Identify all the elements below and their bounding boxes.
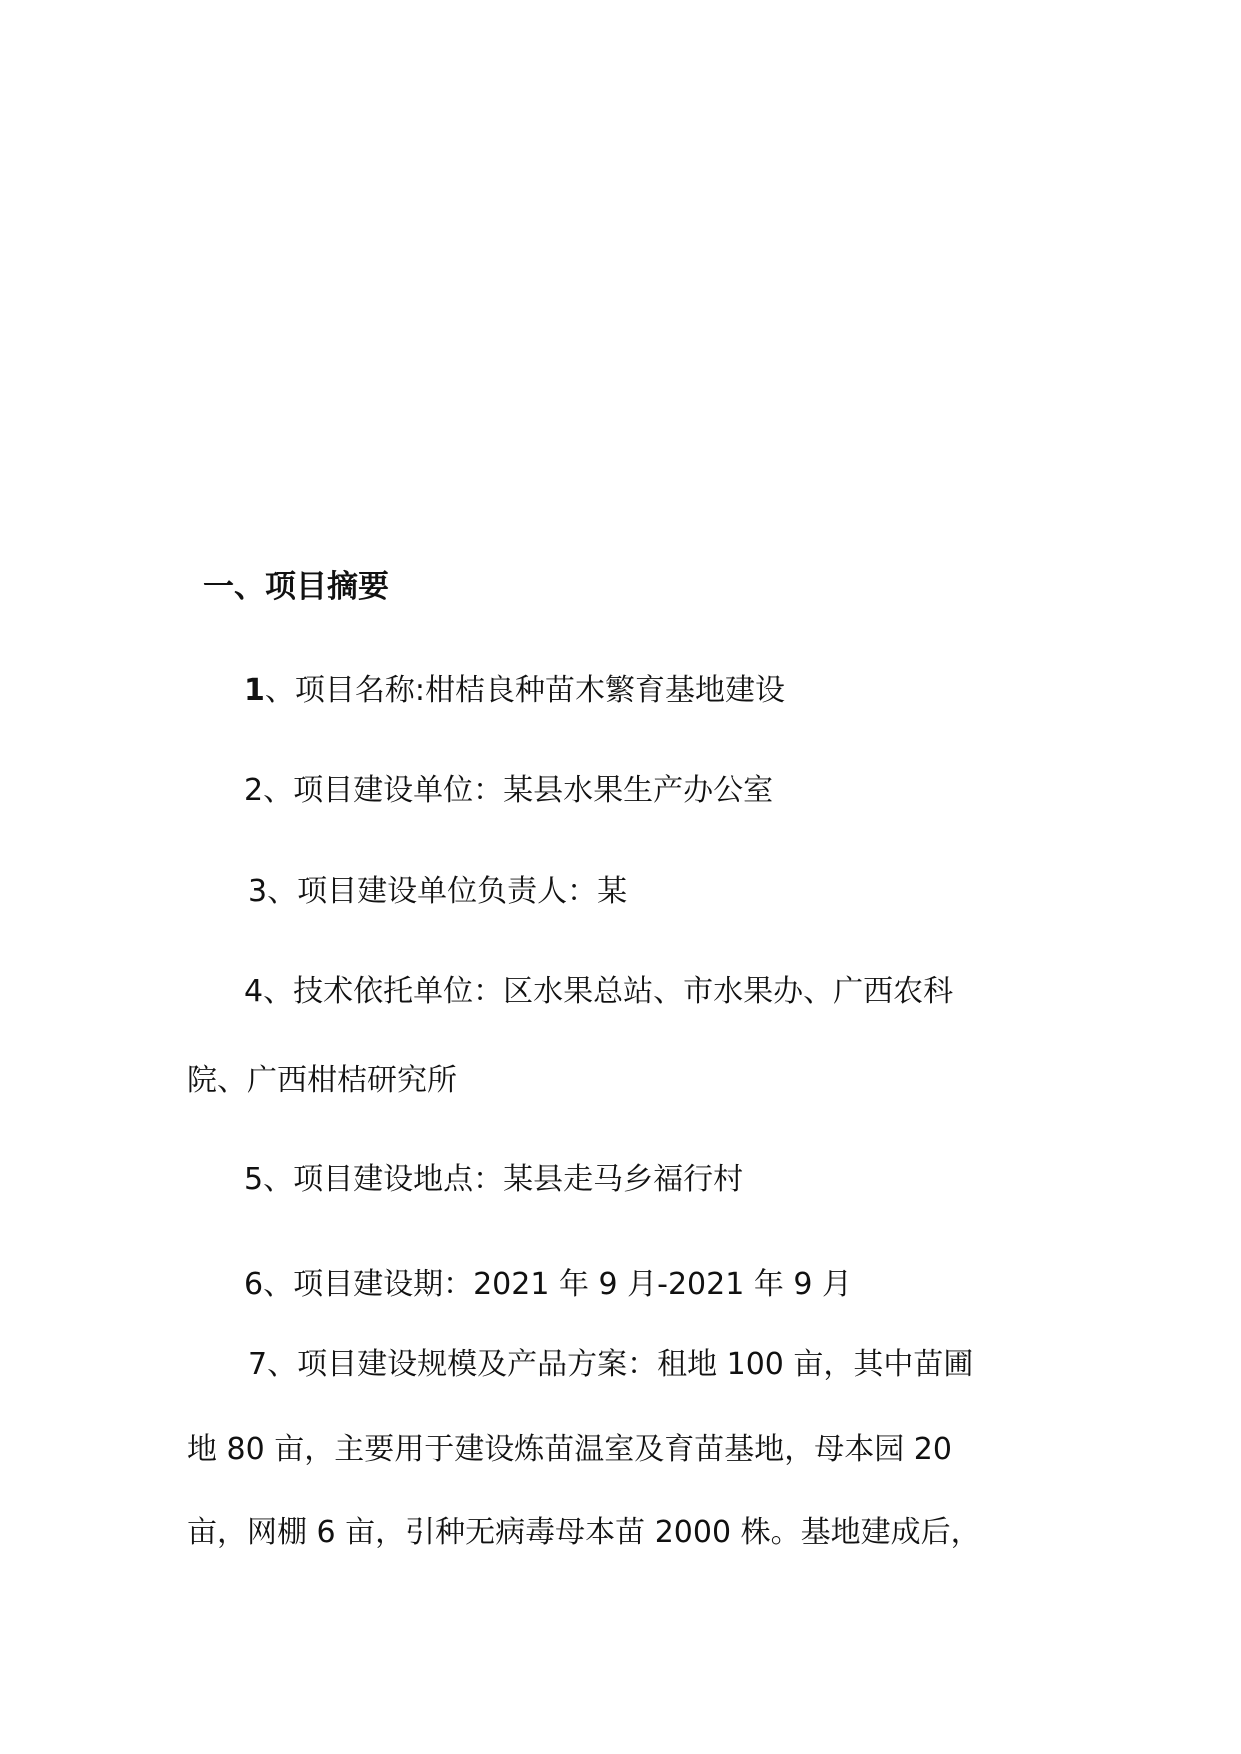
- item-number: 7: [248, 1347, 268, 1382]
- item-text: 、项目建设单位：某县水果生产办公室: [263, 773, 774, 808]
- list-item: [244, 1265, 852, 1305]
- list-item: [244, 771, 773, 811]
- section-heading: 一、项目摘要: [203, 569, 389, 605]
- list-item: [244, 972, 953, 1012]
- list-item: [248, 1345, 973, 1385]
- item-number: 3: [248, 874, 268, 909]
- item-number: 6: [244, 1267, 264, 1302]
- list-item: [248, 872, 627, 912]
- item-text: 、项目建设单位负责人：某: [267, 874, 628, 909]
- list-item-continuation: 院、广西柑桔研究所: [187, 1063, 457, 1098]
- item-text: 、项目名称:柑桔良种苗木繁育基地建设: [264, 673, 785, 708]
- item-text: 、技术依托单位：区水果总站、市水果办、广西农科: [263, 974, 954, 1009]
- item-number: 2: [244, 773, 264, 808]
- list-item-continuation: 地 80 亩，主要用于建设炼苗温室及育苗基地，母本园 20: [187, 1432, 952, 1467]
- list-item: [244, 1160, 743, 1200]
- item-text: 、项目建设地点：某县走马乡福行村: [263, 1162, 744, 1197]
- item-text: 、项目建设规模及产品方案：租地 100 亩，其中苗圃: [267, 1347, 974, 1382]
- item-text: 、项目建设期：2021 年 9 月-2021 年 9 月: [263, 1267, 853, 1302]
- list-item-continuation: 亩，网棚 6 亩，引种无病毒母本苗 2000 株。基地建成后，: [187, 1515, 981, 1550]
- item-number: 1: [244, 673, 265, 708]
- list-item: [244, 671, 785, 711]
- item-number: 4: [244, 974, 264, 1009]
- item-number: 5: [244, 1162, 264, 1197]
